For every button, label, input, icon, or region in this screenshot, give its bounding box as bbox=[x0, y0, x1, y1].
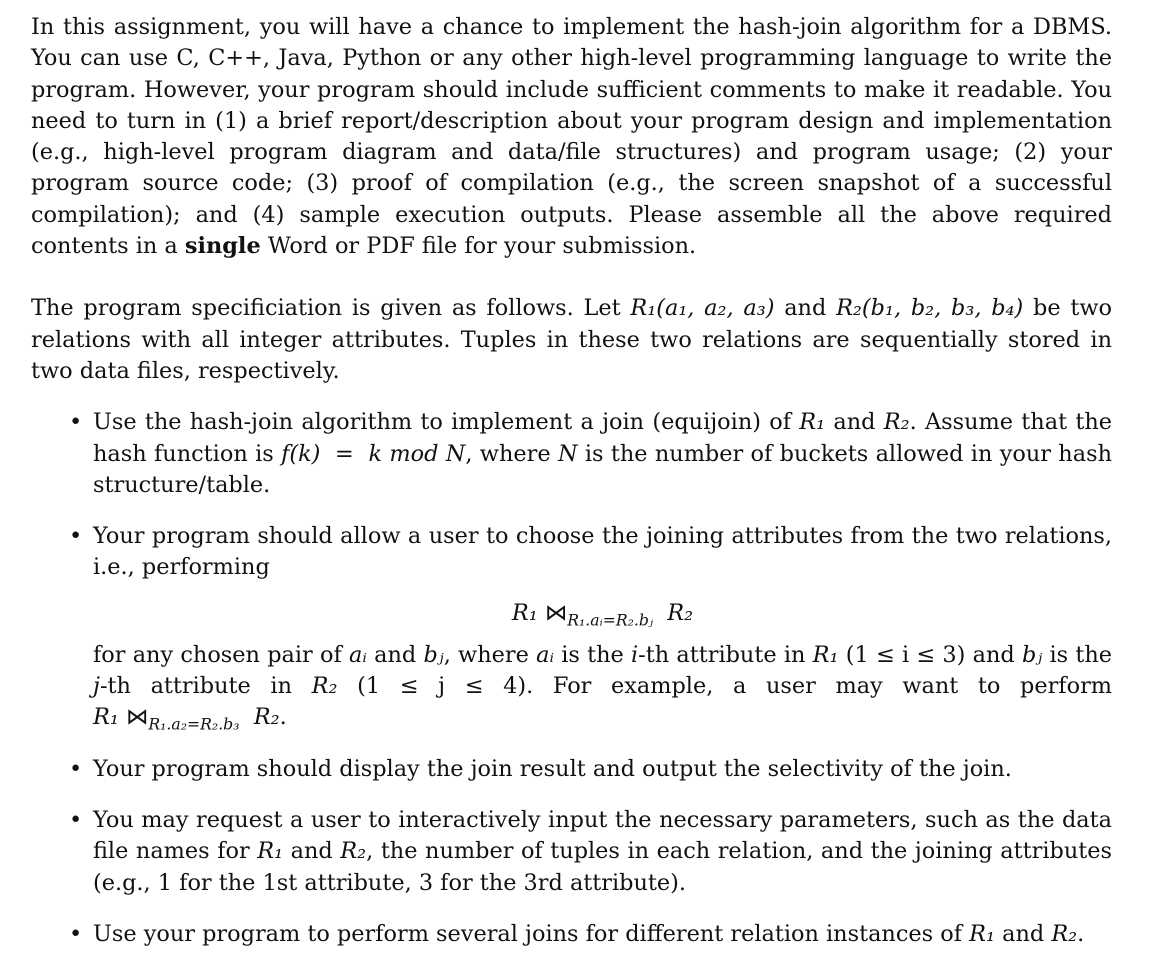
item-text: . Assume that the hash function is bbox=[93, 409, 1113, 467]
relation-r2-definition: R₂(b₁, b₂, b₃, b₄) bbox=[836, 295, 1024, 322]
relation-r1-definition: R₁(a₁, a₂, a₃) bbox=[630, 295, 775, 322]
math-range-i: (1 ≤ i ≤ 3) bbox=[838, 641, 966, 668]
list-item bbox=[31, 521, 1112, 733]
spec-text: be two relations with all integer attributes. Tuples in these two relations are sequentially stored in two data files, respectively. bbox=[31, 295, 1113, 384]
list-item bbox=[31, 805, 1112, 899]
item-text: Your program should allow a user to choose the joining attributes from the two relations, i.e., performing bbox=[93, 523, 1112, 581]
math-r2: R₂ bbox=[311, 673, 338, 700]
spec-paragraph bbox=[31, 293, 1112, 387]
item-text: -th attribute in bbox=[638, 641, 813, 668]
join-condition: R₁.aᵢ=R₂.bⱼ bbox=[567, 610, 654, 630]
math-r1: R₁ bbox=[511, 599, 538, 626]
math-r1: R₁ bbox=[257, 838, 284, 865]
math-n: N bbox=[557, 440, 578, 467]
item-text: . bbox=[1077, 920, 1085, 947]
item-text: Use the hash-join algorithm to implement a join (equijoin) of bbox=[93, 409, 800, 436]
item-text: and bbox=[994, 920, 1052, 947]
math-r2: R₂ bbox=[253, 704, 280, 731]
bullet-icon: • bbox=[69, 755, 83, 782]
math-ai: aᵢ bbox=[349, 641, 367, 668]
join-condition-example: R₁.a₂=R₂.b₃ bbox=[148, 714, 240, 734]
list-item bbox=[31, 754, 1112, 785]
item-text: , the number of tuples in each relation, and the joining attributes (e.g., 1 for the 1st attribute, 3 for the 3rd attribute). bbox=[93, 838, 1112, 896]
intro-text: In this assignment, you will have a chance to implement the hash-join algorithm for a DBMS. You can use C, C++, Java, Python or any other high-level programming language to write the program. However, your program should include sufficient comments to make it readable. You need to turn in (1) a brief report/description about your program design and implementation (e.g., high-level program diagram and data/file structures) and program usage; (2) your program source code; (3) proof of compilation (e.g., the screen snapshot of a successful compilation); and (4) sample execution outputs. Please assemble all the above required contents in a bbox=[31, 14, 1112, 260]
item-text: for any chosen pair of bbox=[93, 641, 349, 668]
math-r1: R₁ bbox=[93, 704, 119, 731]
item-text: and bbox=[965, 641, 1022, 668]
math-r2: R₂ bbox=[1051, 920, 1078, 947]
spec-text: The program specificiation is given as follows. Let bbox=[31, 295, 631, 322]
bullet-icon: • bbox=[69, 806, 83, 833]
math-bj: bⱼ bbox=[1021, 641, 1043, 668]
item-text: , where bbox=[465, 440, 558, 467]
intro-paragraph bbox=[31, 12, 1112, 262]
math-bj: bⱼ bbox=[423, 641, 444, 668]
math-r1: R₁ bbox=[799, 409, 826, 436]
math-r1: R₁ bbox=[812, 641, 839, 668]
emphasis-single: single bbox=[184, 233, 261, 260]
join-symbol: ⋈ bbox=[544, 599, 568, 626]
math-range-j: (1 ≤ j ≤ 4) bbox=[337, 673, 527, 700]
assignment-document bbox=[31, 12, 1112, 970]
math-j: j bbox=[93, 673, 100, 700]
join-display-equation bbox=[93, 596, 1112, 630]
requirements-list bbox=[31, 407, 1112, 950]
math-i: i bbox=[631, 641, 639, 668]
intro-text-end: Word or PDF file for your submission. bbox=[260, 233, 697, 260]
bullet-icon: • bbox=[69, 523, 83, 550]
math-r2: R₂ bbox=[883, 409, 910, 436]
join-symbol: ⋈ bbox=[125, 704, 149, 731]
bullet-icon: • bbox=[69, 920, 83, 947]
item-text: . bbox=[279, 704, 287, 731]
math-r1: R₁ bbox=[969, 920, 995, 947]
item-text: and bbox=[825, 409, 884, 436]
item-text: Use your program to perform several joins for different relation instances of bbox=[93, 920, 970, 947]
item-text: is the bbox=[553, 641, 631, 668]
item-text: . For example, a user may want to perform bbox=[526, 673, 1113, 700]
list-item bbox=[31, 407, 1112, 501]
math-r2: R₂ bbox=[667, 599, 694, 626]
math-r2: R₂ bbox=[340, 838, 367, 865]
list-item bbox=[31, 919, 1112, 950]
item-text: , where bbox=[443, 641, 537, 668]
item-text: You may request a user to interactively input the necessary parameters, such as the data file names for bbox=[93, 806, 1112, 865]
spec-text: and bbox=[774, 295, 837, 322]
item-text: is the number of buckets allowed in your hash structure/table. bbox=[93, 440, 1112, 498]
hash-function-formula: f(k) = k mod N bbox=[281, 440, 466, 467]
item-text: and bbox=[283, 838, 341, 865]
item-text: Your program should display the join result and output the selectivity of the join. bbox=[93, 755, 1012, 782]
item-text: and bbox=[366, 641, 424, 668]
bullet-icon: • bbox=[69, 409, 83, 436]
math-ai: aᵢ bbox=[536, 641, 554, 668]
item-text: is the bbox=[1042, 641, 1112, 668]
item-text: -th attribute in bbox=[99, 673, 312, 700]
